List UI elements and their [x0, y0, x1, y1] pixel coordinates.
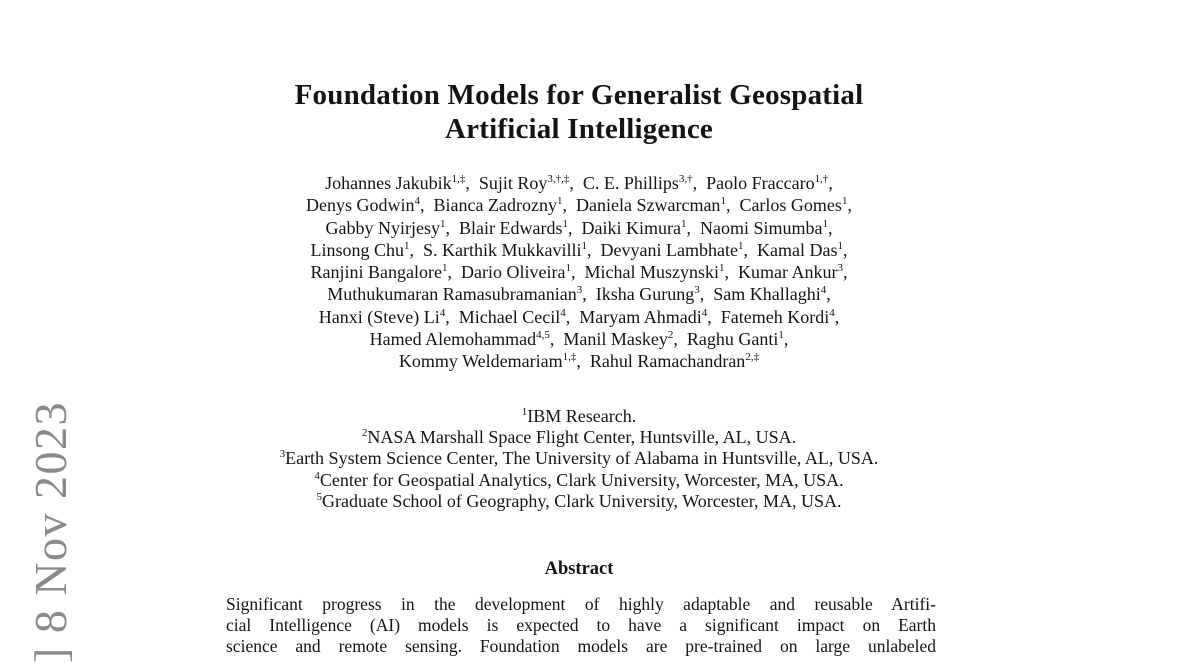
paper-title-line1: Foundation Models for Generalist Geospatial: [294, 79, 864, 111]
abstract-line: Significant progress in the development of highly adaptable and reusable Artifi-: [226, 594, 936, 614]
affiliation-line: $^1$IBM Research.: [521, 406, 637, 426]
affiliation-superscript: 3: [279, 448, 286, 461]
affiliation-superscript: 2: [361, 427, 368, 440]
author-name: Michael Cecil: [458, 306, 561, 327]
author-line: Kommy Weldemariam$^{1,\ddagger}$, Rahul Ramachandran$^{2,\ddagger}$: [398, 351, 760, 372]
author-name: Iksha Gurung: [595, 284, 695, 305]
affiliation-superscript: 1: [521, 406, 528, 418]
author-name: C. E. Phillips: [582, 173, 679, 193]
author-superscript: 3: [694, 284, 700, 297]
author-name: Kumar Ankur: [737, 262, 838, 283]
author-name: Paolo Fraccaro: [706, 173, 815, 193]
author-name: Denys Godwin: [306, 195, 415, 216]
author-name: Sujit Roy: [478, 173, 548, 193]
author-superscript: 2,‡: [745, 351, 760, 364]
paper-title-line2: Artificial Intelligence: [445, 113, 713, 145]
author-superscript: 1: [562, 217, 568, 230]
author-name: Bianca Zadrozny: [433, 195, 557, 216]
affiliation-line: $^4$Center for Geospatial Analytics, Clark University, Worcester, MA, USA.: [314, 469, 844, 490]
author-name: Naomi Simumba: [699, 217, 823, 238]
author-name: Johannes Jakubik: [325, 173, 452, 193]
author-name: Linsong Chu: [310, 239, 405, 260]
author-superscript: 3,†,‡: [547, 173, 570, 185]
author-line: Linsong Chu$^1$, S. Karthik Mukkavilli$^1$, Devyani Lambhate$^1$, Kamal Das$^1$,: [310, 239, 848, 260]
author-superscript: 3,†: [678, 173, 693, 185]
author-name: Hanxi (Steve) Li: [318, 306, 440, 327]
author-superscript: 4: [701, 306, 708, 319]
author-superscript: 1: [440, 217, 446, 230]
author-name: Rahul Ramachandran: [589, 351, 746, 372]
affiliation-line: $^5$Graduate School of Geography, Clark University, Worcester, MA, USA.: [316, 490, 842, 511]
author-superscript: 1: [404, 239, 410, 252]
affiliation-superscript: 5: [316, 490, 322, 503]
author-line: Ranjini Bangalore$^1$, Dario Oliveira$^1$, Michal Muszynski$^1$, Kumar Ankur$^3$,: [310, 262, 848, 283]
author-superscript: 1: [837, 239, 843, 252]
author-superscript: 1: [720, 195, 726, 208]
author-superscript: 1: [442, 262, 448, 275]
author-name: Michal Muszynski: [584, 262, 719, 283]
author-name: Gabby Nyirjesy: [325, 217, 440, 238]
author-superscript: 1: [822, 217, 828, 230]
author-superscript: 4,5: [536, 329, 550, 342]
author-name: Daniela Szwarcman: [576, 195, 721, 216]
paper-title: [0, 78, 1158, 146]
author-name: Devyani Lambhate: [600, 239, 738, 260]
affiliation-line: $^3$Earth System Science Center, The University of Alabama in Huntsville, AL, USA.: [279, 448, 879, 469]
affiliation-superscript: 4: [314, 469, 320, 482]
author-superscript: 1: [737, 239, 744, 252]
author-superscript: 4: [439, 306, 446, 319]
abstract-line: science and remote sensing. Foundation models are pre-trained on large unlabeled: [226, 636, 936, 656]
author-name: Raghu Ganti: [686, 329, 779, 350]
author-name: Ranjini Bangalore: [310, 262, 442, 283]
author-name: Manil Maskey: [563, 329, 668, 350]
author-superscript: 1,†: [814, 173, 829, 185]
author-name: S. Karthik Mukkavilli: [423, 239, 582, 260]
affiliation-list: [0, 406, 1158, 512]
author-name: Kamal Das: [756, 239, 838, 260]
author-superscript: 2: [667, 329, 674, 342]
arxiv-watermark: ] 8 Nov 2023: [25, 400, 76, 663]
author-name: Muthukumaran Ramasubramanian: [327, 284, 577, 305]
affiliation-line: $^2$NASA Marshall Space Flight Center, Huntsville, AL, USA.: [361, 427, 797, 448]
author-superscript: 1: [557, 195, 563, 208]
author-name: Carlos Gomes: [739, 195, 842, 216]
author-superscript: 4: [820, 284, 827, 297]
author-line: Gabby Nyirjesy$^1$, Blair Edwards$^1$, Daiki Kimura$^1$, Naomi Simumba$^1$,: [325, 217, 833, 238]
author-name: Maryam Ahmadi: [579, 306, 702, 327]
author-superscript: 1: [565, 262, 571, 275]
author-superscript: 1: [680, 217, 687, 230]
author-superscript: 4: [829, 306, 835, 319]
author-superscript: 1: [581, 239, 588, 252]
author-line: Denys Godwin$^4$, Bianca Zadrozny$^1$, Daniela Szwarcman$^1$, Carlos Gomes$^1$,: [306, 195, 852, 216]
author-superscript: 1,‡: [451, 173, 466, 185]
author-line: Muthukumaran Ramasubramanian$^3$, Iksha Gurung$^3$, Sam Khallaghi$^4$,: [327, 284, 831, 305]
author-superscript: 3: [837, 262, 843, 275]
author-name: Dario Oliveira: [461, 262, 566, 283]
author-line: Hamed Alemohammad$^{4,5}$, Manil Maskey$^2$, Raghu Ganti$^1$,: [369, 329, 789, 350]
author-superscript: 4: [560, 306, 566, 319]
author-list: [0, 172, 1158, 373]
author-superscript: 1,‡: [562, 351, 577, 364]
author-superscript: 4: [414, 195, 421, 208]
author-name: Daiki Kimura: [581, 217, 681, 238]
author-superscript: 1: [841, 195, 848, 208]
abstract-line: cial Intelligence (AI) models is expected to have a significant impact on Earth: [226, 615, 936, 635]
author-name: Sam Khallaghi: [713, 284, 821, 305]
author-superscript: 3: [576, 284, 583, 297]
author-name: Blair Edwards: [459, 217, 563, 238]
author-superscript: 1: [778, 329, 784, 342]
author-name: Kommy Weldemariam: [398, 351, 563, 372]
author-name: Hamed Alemohammad: [369, 329, 537, 350]
author-line: Hanxi (Steve) Li$^4$, Michael Cecil$^4$, Maryam Ahmadi$^4$, Fatemeh Kordi$^4$,: [318, 306, 840, 327]
author-name: Fatemeh Kordi: [720, 306, 830, 327]
author-line: Johannes Jakubik$^{1,\ddagger}$, Sujit Roy$^{3,\dagger,\ddagger}$, C. E. Phillips$^{3,\dagger}$, Paolo Fraccaro$^{1,\dagger}$,: [325, 173, 833, 193]
author-superscript: 1: [718, 262, 725, 275]
abstract-heading: Abstract: [544, 559, 614, 579]
